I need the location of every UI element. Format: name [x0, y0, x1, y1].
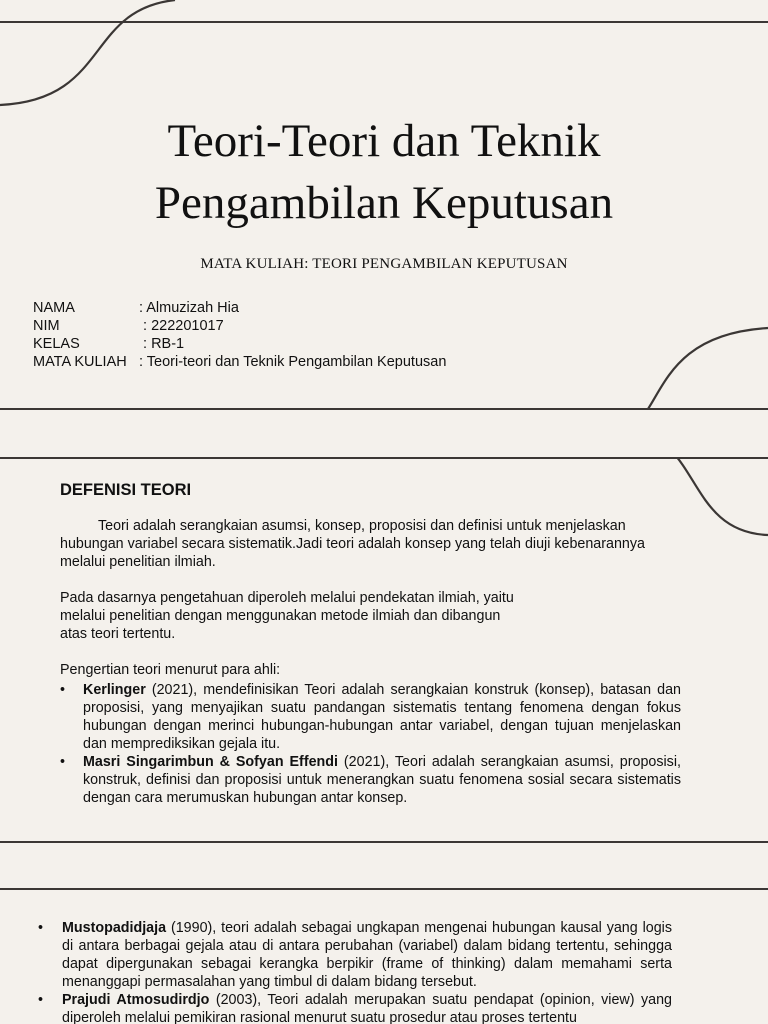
section-heading: DEFENISI TEORI — [60, 481, 192, 499]
bullet-icon: • — [60, 682, 66, 698]
bottom-divider-line — [0, 408, 768, 410]
top-divider-line — [0, 21, 768, 23]
top-divider-line — [0, 888, 768, 890]
bullet-icon: • — [38, 920, 44, 936]
student-info — [33, 299, 446, 371]
info-row-nim: NIM : 222201017 — [33, 318, 224, 334]
bottom-divider-line — [0, 841, 768, 843]
paragraph-experts-intro: Pengertian teori menurut para ahli: — [60, 662, 281, 678]
list-item: • Prajudi Atmosudirdjo (2003), Teori adalah merupakan suatu pendapat (opinion, view) yang diperoleh melalui pemikiran rasional menurut suatu prosedur atau proses tertentu — [38, 992, 672, 1024]
info-row-nama: NAMA : Almuzizah Hia — [33, 300, 239, 316]
bullet-icon: • — [38, 992, 44, 1008]
bullet-icon: • — [60, 754, 66, 770]
list-item: • Masri Singarimbun & Sofyan Effendi (2021), Teori adalah serangkaian asumsi, proposisi, konstruk, definisi dan proposisi untuk menerangkan suatu fenomena sosial secara sistematis dengan cara merumuskan hubungan antar konsep. — [60, 754, 681, 806]
page-title: Teori-Teori dan Teknik Pengambilan Keputusan — [154, 115, 614, 229]
info-row-kelas: KELAS : RB-1 — [33, 336, 185, 352]
list-item: • Mustopadidjaja (1990), teori adalah sebagai ungkapan mengenai hubungan kausal yang logis di antara berbagai gejala atau di antara perubahan (variabel) dalam bidang tertentu, sehingga dapat dipergunakan sebagai kerangka berpikir (frame of thinking) dalam memahami serta menanggapi permasalahan yang timbul di dalam bidang tersebut. — [38, 920, 672, 990]
experts-list — [60, 681, 681, 807]
course-subtitle: MATA KULIAH: TEORI PENGAMBILAN KEPUTUSAN — [200, 256, 568, 272]
info-row-mata-kuliah: MATA KULIAH : Teori-teori dan Teknik Pengambilan Keputusan — [33, 354, 447, 370]
experts-list-continued — [38, 919, 672, 1024]
top-divider-line — [0, 457, 768, 459]
list-item: • Kerlinger (2021), mendefinisikan Teori adalah serangkaian konstruk (konsep), batasan dan proposisi, yang menyajikan suatu pandangan sistematis tentang fenomena dengan fokus hubungan dengan merinci hubungan-hubungan antar variabel, dengan tujuan menjelaskan dan memprediksikan gejala itu. — [60, 682, 681, 752]
paragraph-knowledge: Pada dasarnya pengetahuan diperoleh melalui pendekatan ilmiah, yaitu melalui penelitian dengan menggunakan metode ilmiah dan dibangun atas teori tertentu. — [60, 590, 514, 642]
paragraph-definition: Teori adalah serangkaian asumsi, konsep, proposisi dan definisi untuk menjelaskan hubungan variabel secara sistematik.Jadi teori adalah konsep yang telah diuji kebenarannya melalui penelitian ilmiah. — [60, 518, 645, 570]
